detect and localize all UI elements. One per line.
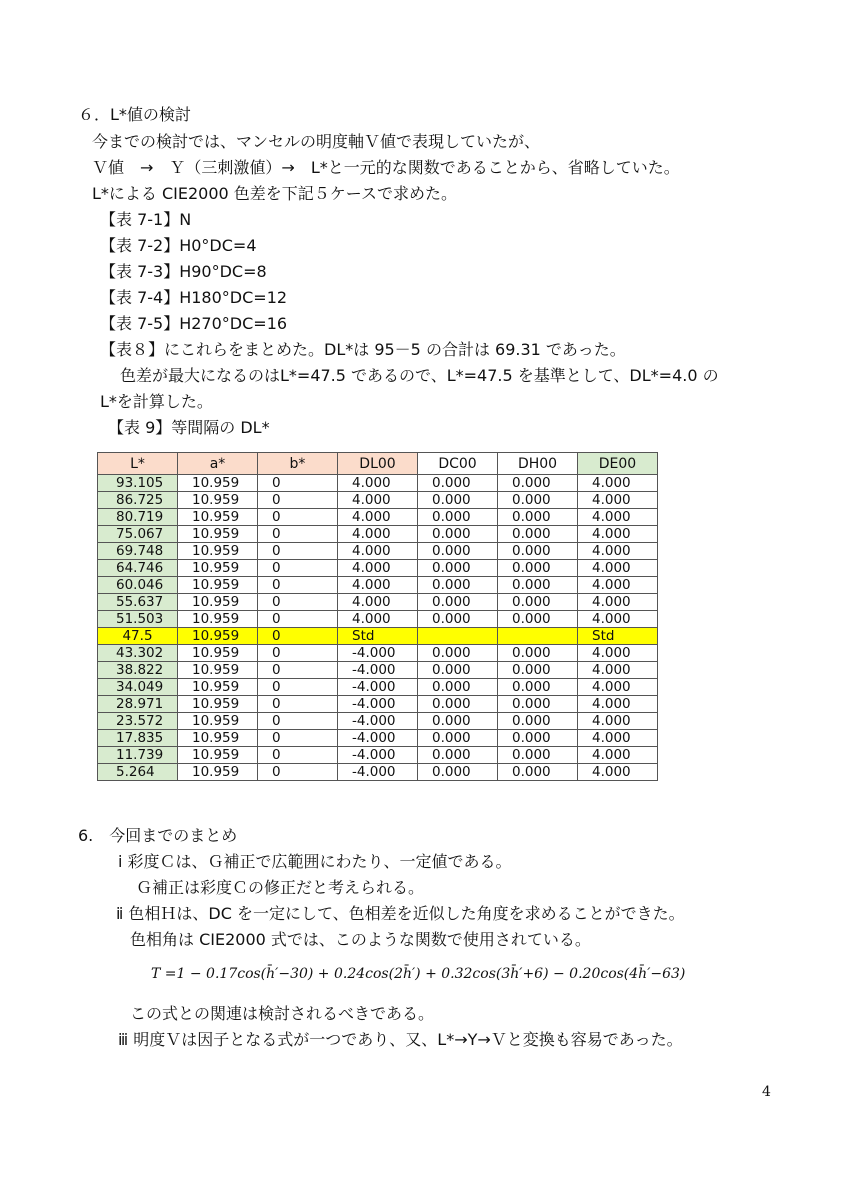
cell-de00: 4.000 (578, 645, 658, 662)
header-dc00: DC00 (418, 453, 498, 475)
cell-dc00: 0.000 (418, 662, 498, 679)
page-number: 4 (762, 1084, 771, 1100)
cell-dh00: 0.000 (498, 747, 578, 764)
table-ref-7-1: 【表 7-1】N (100, 210, 192, 229)
cell-dh00: 0.000 (498, 662, 578, 679)
cell-de00: 4.000 (578, 747, 658, 764)
cell-dl00: 4.000 (338, 526, 418, 543)
intro-line-max: 色差が最大になるのはL*=47.5 であるので、L*=47.5 を基準として、DL*=4.0 の (120, 366, 719, 385)
cell-bstar: 0 (258, 696, 338, 713)
cell-dc00: 0.000 (418, 509, 498, 526)
cell-dh00: 0.000 (498, 645, 578, 662)
cell-bstar: 0 (258, 645, 338, 662)
summary-item-2-note: 色相角は CIE2000 式では、このような関数で使用されている。 (130, 930, 591, 949)
cell-dl00: 4.000 (338, 611, 418, 628)
cell-dl00: -4.000 (338, 679, 418, 696)
cell-lstar: 75.067 (98, 526, 178, 543)
cell-de00: 4.000 (578, 594, 658, 611)
cell-lstar: 86.725 (98, 492, 178, 509)
table-row (98, 475, 658, 492)
cell-dc00: 0.000 (418, 713, 498, 730)
cell-lstar: 47.5 (98, 628, 178, 645)
cell-bstar: 0 (258, 475, 338, 492)
cell-dh00: 0.000 (498, 679, 578, 696)
table-row (98, 509, 658, 526)
table-header-row (98, 453, 658, 475)
table-row (98, 594, 658, 611)
table-row (98, 577, 658, 594)
table-row (98, 611, 658, 628)
cell-astar: 10.959 (178, 662, 258, 679)
cell-dl00: -4.000 (338, 662, 418, 679)
cell-astar: 10.959 (178, 611, 258, 628)
table-row (98, 764, 658, 781)
cell-dl00: -4.000 (338, 713, 418, 730)
cell-dh00 (498, 628, 578, 645)
table-caption: 【表 9】等間隔の DL* (108, 418, 270, 437)
cell-dh00: 0.000 (498, 475, 578, 492)
cell-de00: 4.000 (578, 611, 658, 628)
cell-dh00: 0.000 (498, 730, 578, 747)
cell-de00: 4.000 (578, 509, 658, 526)
summary-item-3: ⅲ 明度Ｖは因子となる式が一つであり、又、L*→Y→Ｖと変換も容易であった。 (118, 1030, 683, 1049)
cell-dc00: 0.000 (418, 475, 498, 492)
cell-lstar: 43.302 (98, 645, 178, 662)
section-heading: ６．L*値の検討 (78, 105, 191, 124)
cell-astar: 10.959 (178, 526, 258, 543)
cell-astar: 10.959 (178, 679, 258, 696)
cell-dc00: 0.000 (418, 611, 498, 628)
cell-astar: 10.959 (178, 492, 258, 509)
table-ref-8: 【表８】にこれらをまとめた。DL*は 95－5 の合計は 69.31 であった。 (100, 340, 626, 359)
summary-item-1-note: Ｇ補正は彩度Ｃの修正だと考えられる。 (136, 878, 425, 897)
table-ref-7-3: 【表 7-3】H90°DC=8 (100, 262, 267, 281)
cell-lstar: 34.049 (98, 679, 178, 696)
cell-dl00: 4.000 (338, 594, 418, 611)
cell-de00: 4.000 (578, 713, 658, 730)
cell-dl00: 4.000 (338, 577, 418, 594)
cell-dc00: 0.000 (418, 526, 498, 543)
table-ref-7-4: 【表 7-4】H180°DC=12 (100, 288, 288, 307)
dl-table (97, 452, 658, 781)
cell-bstar: 0 (258, 611, 338, 628)
cell-lstar: 64.746 (98, 560, 178, 577)
cell-bstar: 0 (258, 747, 338, 764)
cell-dh00: 0.000 (498, 492, 578, 509)
cell-dc00: 0.000 (418, 645, 498, 662)
cell-astar: 10.959 (178, 560, 258, 577)
cell-dc00: 0.000 (418, 492, 498, 509)
cell-dl00: Std (338, 628, 418, 645)
cell-de00: 4.000 (578, 492, 658, 509)
cell-bstar: 0 (258, 509, 338, 526)
summary-item-1: ⅰ 彩度Ｃは、Ｇ補正で広範囲にわたり、一定値である。 (118, 852, 512, 871)
cell-bstar: 0 (258, 764, 338, 781)
cell-astar: 10.959 (178, 577, 258, 594)
cell-lstar: 11.739 (98, 747, 178, 764)
cell-lstar: 55.637 (98, 594, 178, 611)
cell-de00: 4.000 (578, 696, 658, 713)
cell-dc00: 0.000 (418, 594, 498, 611)
cell-de00: 4.000 (578, 526, 658, 543)
cell-lstar: 17.835 (98, 730, 178, 747)
intro-line-1: 今までの検討では、マンセルの明度軸Ｖ値で表現していたが、 (92, 132, 541, 151)
cell-dc00: 0.000 (418, 730, 498, 747)
header-dl00: DL00 (338, 453, 418, 475)
cell-bstar: 0 (258, 730, 338, 747)
cell-lstar: 38.822 (98, 662, 178, 679)
cell-de00: 4.000 (578, 475, 658, 492)
cell-de00: 4.000 (578, 577, 658, 594)
table-row (98, 696, 658, 713)
cell-de00: 4.000 (578, 543, 658, 560)
cell-dc00 (418, 628, 498, 645)
table-ref-7-5: 【表 7-5】H270°DC=16 (100, 314, 288, 333)
cell-dh00: 0.000 (498, 577, 578, 594)
cell-bstar: 0 (258, 492, 338, 509)
table-row (98, 730, 658, 747)
table-row (98, 543, 658, 560)
cell-dc00: 0.000 (418, 560, 498, 577)
cell-de00: 4.000 (578, 662, 658, 679)
table-body (98, 475, 658, 781)
ciede2000-formula: T =1 − 0.17cos(h̄′−30) + 0.24cos(2h̄′) + 0.32cos(3h̄′+6) − 0.20cos(4h̄′−63) (151, 966, 686, 982)
table-row (98, 679, 658, 696)
table-ref-7-2: 【表 7-2】H0°DC=4 (100, 236, 257, 255)
table-row (98, 645, 658, 662)
cell-de00: Std (578, 628, 658, 645)
header-de00: DE00 (578, 453, 658, 475)
cell-astar: 10.959 (178, 764, 258, 781)
cell-dl00: 4.000 (338, 509, 418, 526)
cell-lstar: 80.719 (98, 509, 178, 526)
cell-astar: 10.959 (178, 645, 258, 662)
cell-lstar: 93.105 (98, 475, 178, 492)
cell-bstar: 0 (258, 628, 338, 645)
cell-dl00: 4.000 (338, 475, 418, 492)
cell-de00: 4.000 (578, 560, 658, 577)
cell-dc00: 0.000 (418, 577, 498, 594)
cell-astar: 10.959 (178, 594, 258, 611)
cell-de00: 4.000 (578, 764, 658, 781)
cell-lstar: 60.046 (98, 577, 178, 594)
cell-astar: 10.959 (178, 509, 258, 526)
intro-line-calc: L*を計算した。 (100, 392, 213, 411)
summary-item-2: ⅱ 色相Ｈは、DC を一定にして、色相差を近似した角度を求めることができた。 (116, 904, 685, 923)
cell-astar: 10.959 (178, 713, 258, 730)
cell-dc00: 0.000 (418, 696, 498, 713)
cell-dc00: 0.000 (418, 679, 498, 696)
header-bstar: b* (258, 453, 338, 475)
cell-astar: 10.959 (178, 543, 258, 560)
table-row (98, 713, 658, 730)
intro-line-3: L*による CIE2000 色差を下記５ケースで求めた。 (92, 184, 458, 203)
cell-astar: 10.959 (178, 730, 258, 747)
cell-dc00: 0.000 (418, 747, 498, 764)
cell-dl00: 4.000 (338, 543, 418, 560)
table-row (98, 662, 658, 679)
cell-lstar: 23.572 (98, 713, 178, 730)
cell-dh00: 0.000 (498, 560, 578, 577)
header-dh00: DH00 (498, 453, 578, 475)
cell-lstar: 5.264 (98, 764, 178, 781)
cell-dh00: 0.000 (498, 696, 578, 713)
summary-heading: 6. 今回までのまとめ (78, 826, 238, 845)
table-row (98, 560, 658, 577)
cell-lstar: 28.971 (98, 696, 178, 713)
cell-bstar: 0 (258, 662, 338, 679)
cell-bstar: 0 (258, 594, 338, 611)
cell-dh00: 0.000 (498, 509, 578, 526)
cell-astar: 10.959 (178, 696, 258, 713)
cell-dc00: 0.000 (418, 764, 498, 781)
cell-dl00: -4.000 (338, 696, 418, 713)
cell-de00: 4.000 (578, 679, 658, 696)
cell-lstar: 51.503 (98, 611, 178, 628)
intro-line-2: Ｖ値 → Ｙ（三刺激値）→ L*と一元的な関数であることから、省略していた。 (92, 158, 680, 177)
cell-bstar: 0 (258, 713, 338, 730)
table-row (98, 492, 658, 509)
cell-dl00: -4.000 (338, 747, 418, 764)
header-astar: a* (178, 453, 258, 475)
cell-astar: 10.959 (178, 747, 258, 764)
cell-lstar: 69.748 (98, 543, 178, 560)
cell-bstar: 0 (258, 543, 338, 560)
cell-bstar: 0 (258, 526, 338, 543)
summary-formula-note: この式との関連は検討されるべきである。 (130, 1004, 435, 1023)
cell-dl00: 4.000 (338, 560, 418, 577)
table-row (98, 747, 658, 764)
cell-dl00: 4.000 (338, 492, 418, 509)
cell-astar: 10.959 (178, 628, 258, 645)
cell-dh00: 0.000 (498, 713, 578, 730)
cell-dl00: -4.000 (338, 645, 418, 662)
cell-dl00: -4.000 (338, 764, 418, 781)
cell-astar: 10.959 (178, 475, 258, 492)
cell-dh00: 0.000 (498, 764, 578, 781)
cell-dh00: 0.000 (498, 611, 578, 628)
table-row (98, 628, 658, 645)
cell-bstar: 0 (258, 577, 338, 594)
cell-dh00: 0.000 (498, 526, 578, 543)
cell-dl00: -4.000 (338, 730, 418, 747)
cell-bstar: 0 (258, 560, 338, 577)
cell-dh00: 0.000 (498, 543, 578, 560)
header-lstar: L* (98, 453, 178, 475)
cell-de00: 4.000 (578, 730, 658, 747)
cell-dh00: 0.000 (498, 594, 578, 611)
cell-bstar: 0 (258, 679, 338, 696)
cell-dc00: 0.000 (418, 543, 498, 560)
table-row (98, 526, 658, 543)
